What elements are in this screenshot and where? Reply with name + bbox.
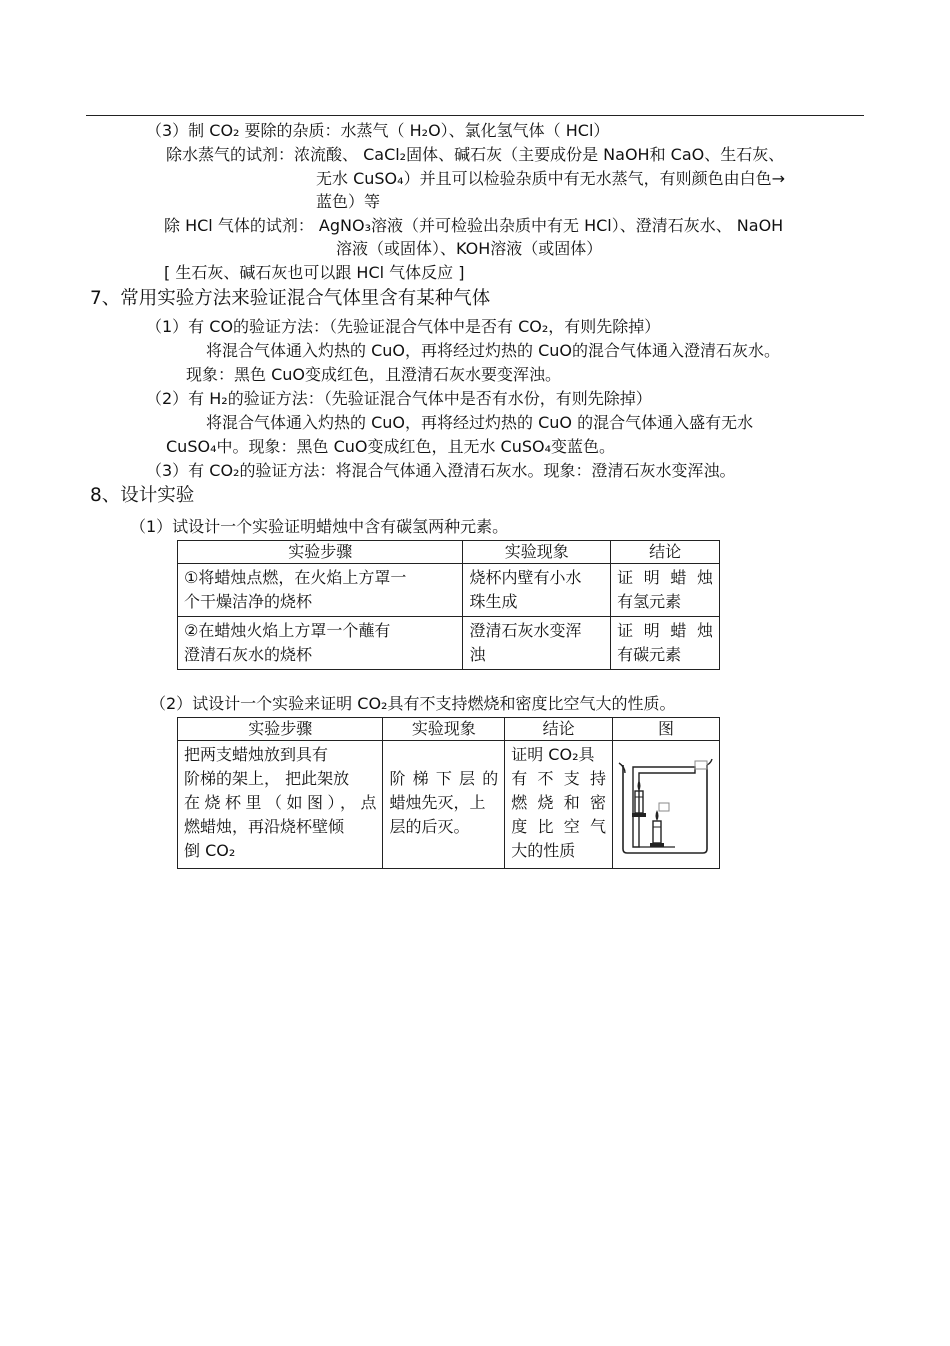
- cell-line: 阶梯的架上， 把此架放: [184, 769, 350, 788]
- phenomenon-cell: [383, 741, 505, 869]
- experiment1-table: [177, 540, 720, 670]
- header-steps: 实验步骤: [178, 718, 383, 741]
- cell-line: 把两支蜡烛放到具有: [184, 745, 329, 764]
- co-test-title: （1）有 CO的验证方法：（先验证混合气体中是否有 CO₂，有则先除掉）: [146, 317, 661, 336]
- cell-line: 度比空气: [511, 817, 606, 836]
- header-conclusion: 结论: [611, 541, 720, 564]
- cell-line: 证明 CO₂具: [511, 745, 595, 764]
- cell-line: 有氢元素: [617, 592, 682, 611]
- co2-test-title: （3）有 CO₂的验证方法：将混合气体通入澄清石灰水。现象：澄清石灰水变浑浊。: [146, 461, 736, 480]
- section3-note: [ 生石灰、碱石灰也可以跟 HCl 气体反应 ]: [164, 263, 465, 282]
- hcl-reagents-line1: 除 HCl 气体的试剂： AgNO₃溶液（并可检验出杂质中有无 HCl）、澄清石灰水、 NaOH: [164, 216, 784, 235]
- cell-line: 个干燥洁净的烧杯: [184, 592, 313, 611]
- step-cell: [178, 617, 463, 670]
- phenomenon-cell: [463, 617, 611, 670]
- water-reagents-line2: 无水 CuSO₄）并且可以检验杂质中有无水蒸气，有则颜色由白色→: [316, 169, 785, 188]
- header-steps: 实验步骤: [178, 541, 463, 564]
- top-rule: [86, 115, 864, 116]
- cell-line: 层的后灭。: [389, 817, 470, 836]
- header-phenomenon: 实验现象: [383, 718, 505, 741]
- cell-line: ①将蜡烛点燃，在火焰上方罩一: [184, 568, 407, 587]
- figure-cell: [613, 741, 720, 869]
- conclusion-cell: [505, 741, 613, 869]
- beaker-with-stepped-candles-icon: [615, 745, 715, 857]
- h2-test-title: （2）有 H₂的验证方法：（先验证混合气体中是否有水份，有则先除掉）: [146, 389, 652, 408]
- water-reagents-line1: 除水蒸气的试剂：浓流酸、 CaCl₂固体、碱石灰（主要成份是 NaOH和 CaO、生石灰、: [166, 145, 785, 164]
- header-phenomenon: 实验现象: [463, 541, 611, 564]
- cell-line: 珠生成: [469, 592, 518, 611]
- step-cell: [178, 741, 383, 869]
- h2-test-method1: 将混合气体通入灼热的 CuO，再将经过灼热的 CuO 的混合气体通入盛有无水: [206, 413, 754, 432]
- cell-line: 澄清石灰水变浑: [469, 621, 582, 640]
- table-header-row: [178, 541, 720, 564]
- step-cell: [178, 564, 463, 617]
- cell-line: 烧杯内壁有小水: [469, 568, 582, 587]
- cell-line: 大的性质: [511, 841, 576, 860]
- cell-line: 在烧杯里（如图），点: [184, 793, 377, 812]
- water-reagents-line3: 蓝色）等: [316, 192, 381, 211]
- cell-line: 证明蜡烛: [617, 621, 713, 640]
- cell-line: ②在蜡烛火焰上方罩一个蘸有: [184, 621, 391, 640]
- experiment2-table: [177, 717, 720, 869]
- phenomenon-cell: [463, 564, 611, 617]
- h2-test-method2: CuSO₄中。现象：黑色 CuO变成红色，且无水 CuSO₄变蓝色。: [166, 437, 616, 456]
- cell-line: 倒 CO₂: [184, 841, 236, 860]
- co-test-phenomenon: 现象：黑色 CuO变成红色，且澄清石灰水要变浑浊。: [186, 365, 561, 384]
- cell-line: 有不支持: [511, 769, 606, 788]
- section8-heading: 8、设计实验: [90, 485, 195, 506]
- section3-title: （3）制 CO₂ 要除的杂质：水蒸气（ H₂O）、氯化氢气体（ HCl）: [146, 121, 610, 140]
- table-row: [178, 564, 720, 617]
- table-row: [178, 617, 720, 670]
- cell-line: 证明蜡烛: [617, 568, 713, 587]
- experiment1-title: （1）试设计一个实验证明蜡烛中含有碳氢两种元素。: [130, 517, 509, 536]
- cell-line: 浊: [469, 645, 486, 664]
- experiment2-title: （2）试设计一个实验来证明 CO₂具有不支持燃烧和密度比空气大的性质。: [150, 694, 676, 713]
- table-header-row: [178, 718, 720, 741]
- header-figure: 图: [613, 718, 720, 741]
- cell-line: 澄清石灰水的烧杯: [184, 645, 313, 664]
- header-conclusion: 结论: [505, 718, 613, 741]
- cell-line: 燃烧和密: [511, 793, 606, 812]
- cell-line: 阶梯下层的: [389, 769, 499, 788]
- hcl-reagents-line2: 溶液（或固体）、KOH溶液（或固体）: [336, 239, 603, 258]
- cell-line: 有碳元素: [617, 645, 682, 664]
- cell-line: 蜡烛先灭，上: [389, 793, 486, 812]
- table-row: [178, 741, 720, 869]
- section7-heading: 7、常用实验方法来验证混合气体里含有某种气体: [90, 288, 491, 309]
- co-test-method: 将混合气体通入灼热的 CuO，再将经过灼热的 CuO的混合气体通入澄清石灰水。: [206, 341, 780, 360]
- conclusion-cell: [611, 617, 720, 670]
- conclusion-cell: [611, 564, 720, 617]
- cell-line: 燃蜡烛，再沿烧杯壁倾: [184, 817, 345, 836]
